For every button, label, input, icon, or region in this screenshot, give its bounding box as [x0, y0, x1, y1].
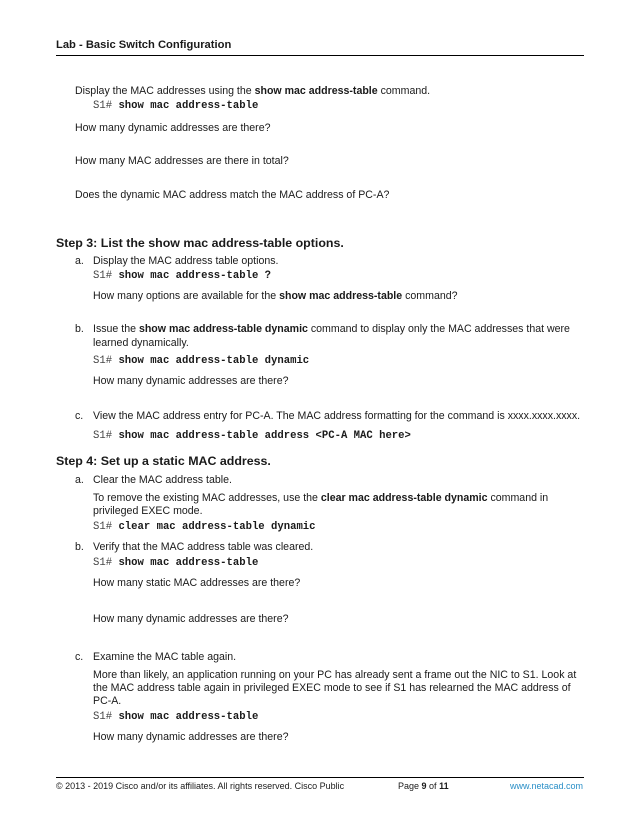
intro-question-3: Does the dynamic MAC address match the MAC address of PC-A? — [75, 189, 390, 201]
step3-a-command — [93, 270, 271, 283]
header-rule — [56, 55, 584, 56]
step3-a-q-post: command? — [402, 290, 458, 302]
cli-prompt: S1# — [93, 100, 113, 112]
step4-c-paragraph-line1: More than likely, an application running on your PC has already sent a frame out the NIC to S1. Look at — [93, 669, 577, 681]
intro-display-pre: Display the MAC addresses using the — [75, 85, 255, 97]
cli-prompt: S1# — [93, 430, 113, 442]
step4-a-paragraph — [93, 492, 548, 505]
step3-b-label: b. — [75, 323, 84, 335]
step3-c-command — [93, 430, 411, 443]
cli-command: show mac address-table ? — [118, 270, 272, 282]
step4-b-command — [93, 557, 258, 570]
step4-a-text: Clear the MAC address table. — [93, 474, 232, 486]
cli-prompt: S1# — [93, 270, 113, 282]
step3-a-q-pre: How many options are available for the — [93, 290, 280, 302]
intro-display-bold: show mac address-table — [254, 85, 378, 97]
step4-c-text: Examine the MAC table again. — [93, 651, 237, 663]
page-current: 9 — [421, 781, 427, 791]
page-header-title: Lab - Basic Switch Configuration — [56, 39, 232, 51]
step4-c-paragraph-line2: the MAC address table again in privileged EXEC mode to see if S1 has relearned the MAC address of — [93, 682, 571, 694]
footer-url-link[interactable]: www.netacad.com — [510, 781, 584, 791]
page-total: 11 — [439, 781, 449, 791]
step4-a-line2: privileged EXEC mode. — [93, 505, 203, 517]
cli-command: clear mac address-table dynamic — [118, 521, 316, 533]
intro-question-1: How many dynamic addresses are there? — [75, 122, 271, 134]
step3-b-command — [93, 355, 309, 368]
cli-command: show mac address-table address <PC-A MAC here> — [118, 430, 411, 442]
step4-b-question-2: How many dynamic addresses are there? — [93, 613, 289, 625]
intro-question-2: How many MAC addresses are there in total? — [75, 155, 289, 167]
step3-b-text — [93, 323, 570, 336]
step3-a-label: a. — [75, 255, 84, 267]
step3-c-text: View the MAC address entry for PC-A. The MAC address formatting for the command is xxxx.xxxx.xxxx. — [93, 410, 581, 422]
cli-command: show mac address-table — [118, 557, 259, 569]
step3-a-text: Display the MAC address table options. — [93, 255, 279, 267]
footer-rule — [56, 777, 584, 778]
step3-a-q-bold: show mac address-table — [279, 290, 403, 302]
step3-b-post: command to display only the MAC addresses that were — [307, 323, 570, 335]
footer-copyright: © 2013 - 2019 Cisco and/or its affiliates. All rights reserved. Cisco Public — [56, 781, 345, 791]
step4-a-p1-post: command in — [487, 492, 549, 504]
cli-command: show mac address-table dynamic — [118, 355, 310, 367]
step3-c-label: c. — [75, 410, 84, 422]
cli-prompt: S1# — [93, 521, 113, 533]
step4-b-question-1: How many static MAC addresses are there? — [93, 577, 301, 589]
step4-c-question: How many dynamic addresses are there? — [93, 731, 289, 743]
cli-prompt: S1# — [93, 711, 113, 723]
step3-b-pre: Issue the — [93, 323, 139, 335]
step4-c-label: c. — [75, 651, 84, 663]
step4-a-p1-bold: clear mac address-table dynamic — [320, 492, 488, 504]
step3-b-line2: learned dynamically. — [93, 337, 189, 349]
intro-display-post: command. — [377, 85, 431, 97]
page-pre: Page — [398, 781, 422, 791]
step4-c-command — [93, 711, 258, 724]
step4-b-label: b. — [75, 541, 84, 553]
page-of: of — [426, 781, 440, 791]
footer-page-number — [398, 781, 449, 791]
step3-b-question: How many dynamic addresses are there? — [93, 375, 289, 387]
cli-command: show mac address-table — [118, 711, 259, 723]
step4-c-paragraph-line3: PC-A. — [93, 695, 122, 707]
step4-a-label: a. — [75, 474, 84, 486]
step4-heading: Step 4: Set up a static MAC address. — [56, 454, 271, 468]
step4-a-p1-pre: To remove the existing MAC addresses, use the — [93, 492, 321, 504]
step4-a-command — [93, 521, 316, 534]
step3-a-question — [93, 290, 458, 303]
intro-display-line — [75, 85, 430, 98]
step4-b-text: Verify that the MAC address table was cleared. — [93, 541, 314, 553]
step3-heading: Step 3: List the show mac address-table options. — [56, 236, 344, 250]
cli-prompt: S1# — [93, 355, 113, 367]
cli-command: show mac address-table — [118, 100, 259, 112]
cli-prompt: S1# — [93, 557, 113, 569]
step3-b-bold: show mac address-table dynamic — [138, 323, 308, 335]
intro-command — [93, 100, 258, 113]
